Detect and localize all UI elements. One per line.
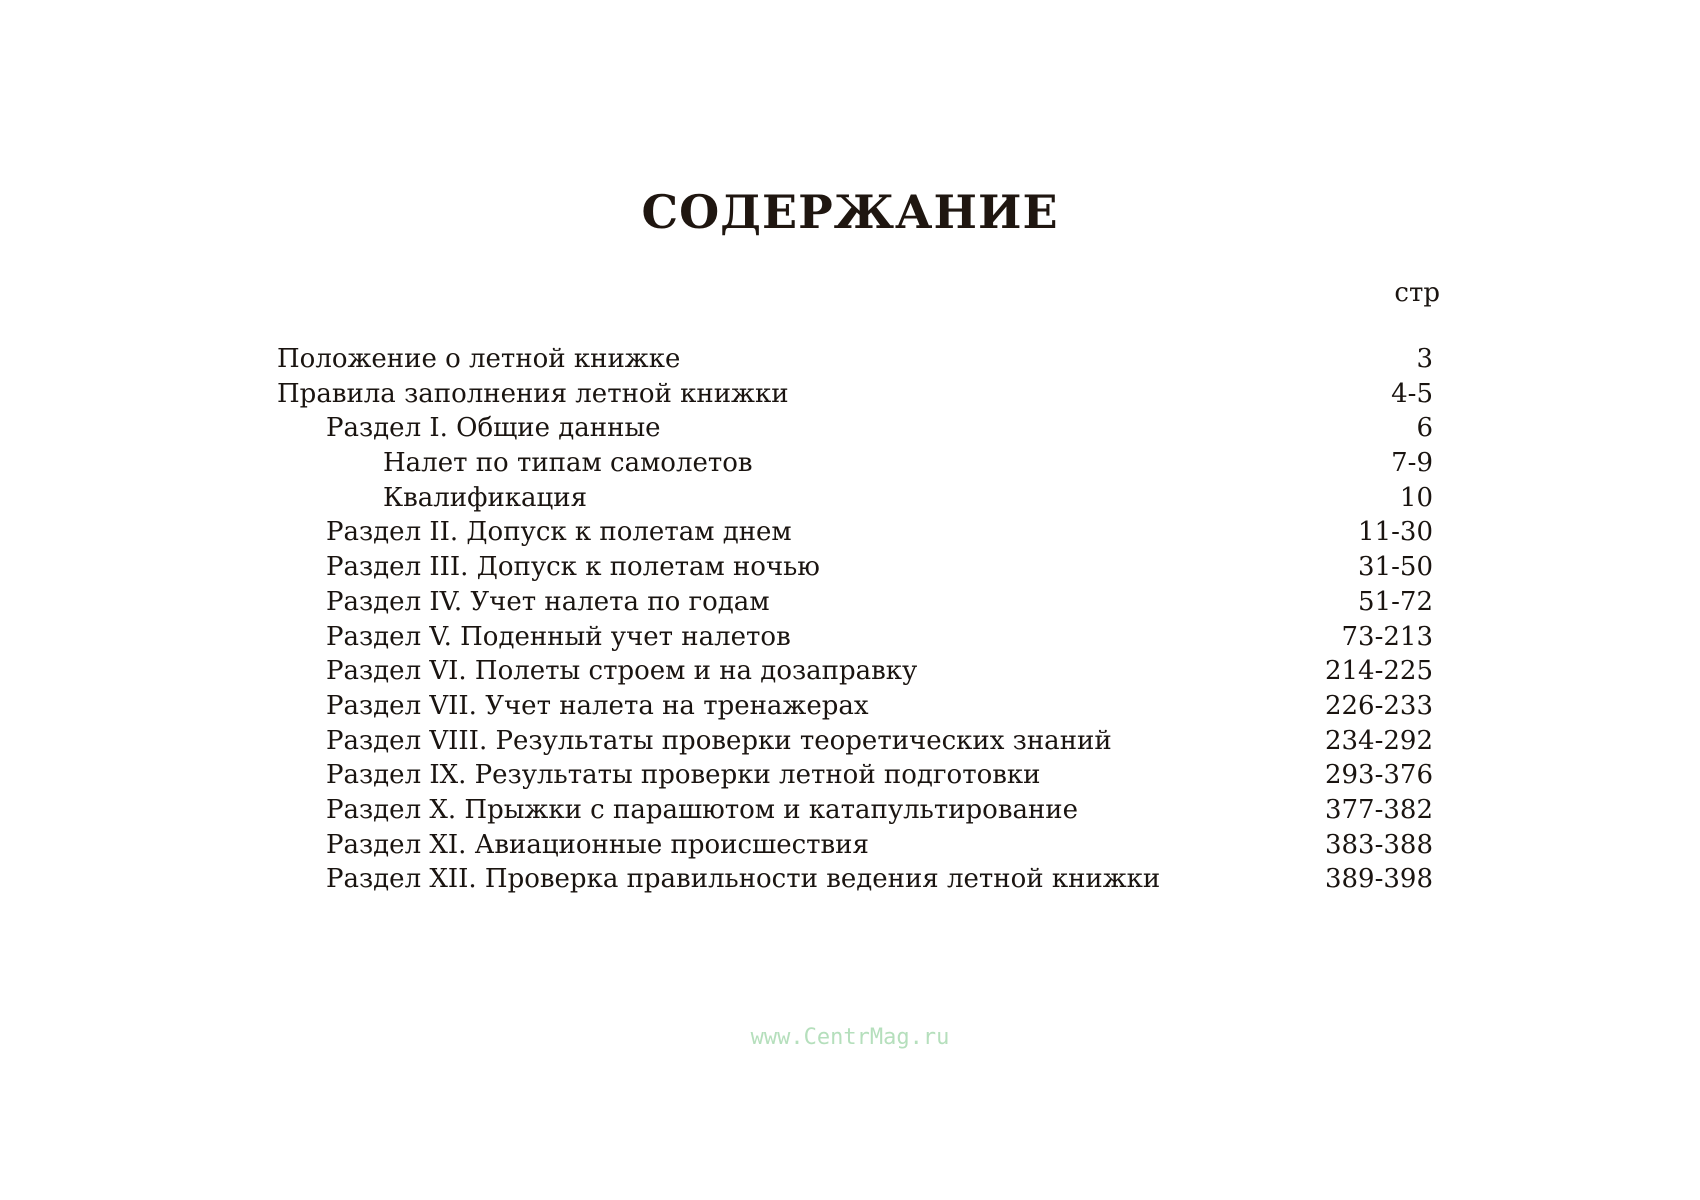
toc-row xyxy=(0,342,1700,377)
watermark-url: www.CentrMag.ru xyxy=(750,1025,950,1050)
toc-entry-page: 377-382 xyxy=(1324,794,1433,825)
toc-entry-label: Раздел XII. Проверка правильности ведения летной книжки xyxy=(326,864,1161,895)
toc-row xyxy=(0,377,1700,412)
toc-row xyxy=(0,793,1700,828)
toc-row xyxy=(0,862,1700,897)
toc-entry-label: Положение о летной книжке xyxy=(277,344,681,374)
toc-entry-label: Раздел II. Допуск к полетам днем xyxy=(326,517,792,548)
toc-row xyxy=(0,758,1700,793)
toc-entry-label: Правила заполнения летной книжки xyxy=(277,378,789,409)
toc-row xyxy=(0,620,1700,655)
toc-entry-label: Раздел VIII. Результаты проверки теоретических знаний xyxy=(326,725,1112,756)
toc-entry-page: 234-292 xyxy=(1324,725,1433,756)
toc-entry-label: Раздел XI. Авиационные происшествия xyxy=(326,829,869,860)
toc-entry-page: 10 xyxy=(1399,482,1433,513)
toc-entry-label: Квалификация xyxy=(383,482,587,513)
toc-entry-label: Раздел VI. Полеты строем и на дозаправку xyxy=(326,656,918,687)
toc-entry-page: 31-50 xyxy=(1358,552,1433,583)
toc-entry-page: 51-72 xyxy=(1358,586,1433,617)
toc-entry-label: Раздел III. Допуск к полетам ночью xyxy=(326,552,820,583)
toc-row xyxy=(0,689,1700,724)
toc-entry-label: Раздел I. Общие данные xyxy=(326,413,661,444)
toc-entry-page: 7-9 xyxy=(1391,448,1433,479)
page-column-header: стр xyxy=(1394,278,1440,308)
toc-row xyxy=(0,515,1700,550)
toc-row xyxy=(0,654,1700,689)
toc-entry-label: Раздел IV. Учет налета по годам xyxy=(326,586,770,617)
toc-entry-page: 4-5 xyxy=(1391,378,1433,409)
toc-entry-label: Раздел X. Прыжки с парашютом и катапультирование xyxy=(326,794,1079,825)
toc-row xyxy=(0,724,1700,759)
toc-entry-page: 73-213 xyxy=(1341,621,1433,652)
toc-entry-label: Раздел VII. Учет налета на тренажерах xyxy=(326,690,869,721)
page-title: СОДЕРЖАНИЕ xyxy=(641,185,1059,239)
toc-entry-page: 293-376 xyxy=(1324,760,1433,791)
toc-row xyxy=(0,481,1700,516)
toc-entry-label: Раздел IX. Результаты проверки летной подготовки xyxy=(326,760,1041,791)
toc-row xyxy=(0,446,1700,481)
toc-entry-page: 6 xyxy=(1416,413,1433,444)
table-of-contents xyxy=(0,342,1700,897)
toc-entry-page: 389-398 xyxy=(1324,864,1433,895)
toc-row xyxy=(0,828,1700,863)
toc-entry-label: Раздел V. Поденный учет налетов xyxy=(326,621,791,652)
toc-row xyxy=(0,550,1700,585)
toc-entry-page: 11-30 xyxy=(1358,517,1433,548)
toc-row xyxy=(0,585,1700,620)
toc-entry-page: 214-225 xyxy=(1324,656,1433,687)
toc-entry-label: Налет по типам самолетов xyxy=(383,448,753,479)
toc-entry-page: 226-233 xyxy=(1324,690,1433,721)
toc-entry-page: 383-388 xyxy=(1324,829,1433,860)
toc-entry-page: 3 xyxy=(1416,344,1433,374)
toc-row xyxy=(0,411,1700,446)
